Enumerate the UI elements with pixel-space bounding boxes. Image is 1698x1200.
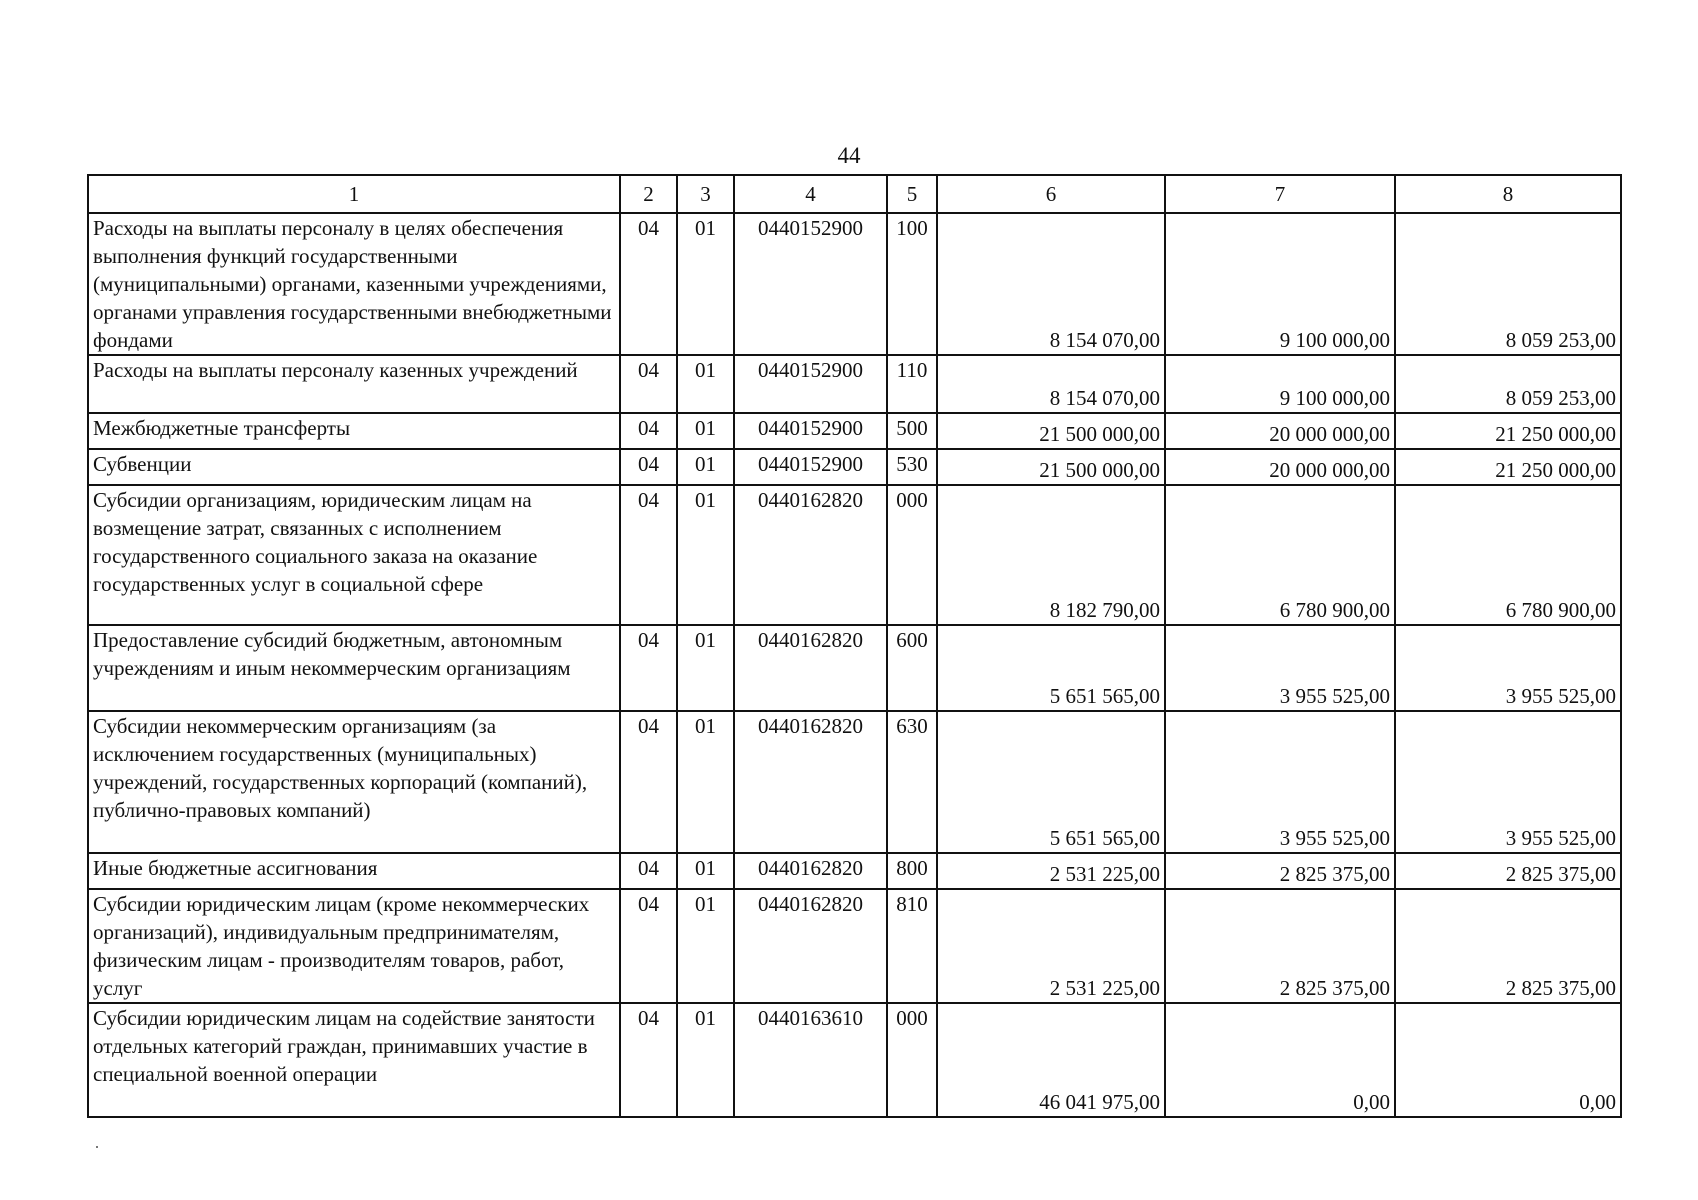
- amount-col7: 2 825 375,00: [1165, 853, 1395, 889]
- subsection-code: 01: [677, 1003, 734, 1117]
- column-header: 4: [734, 175, 887, 213]
- column-header: 6: [937, 175, 1165, 213]
- amount-col6: 5 651 565,00: [937, 711, 1165, 853]
- amount-col8: 0,00: [1395, 1003, 1621, 1117]
- column-header: 8: [1395, 175, 1621, 213]
- section-code: 04: [620, 1003, 677, 1117]
- subsection-code: 01: [677, 853, 734, 889]
- target-article-code: 0440162820: [734, 711, 887, 853]
- table-row: [88, 853, 1621, 889]
- section-code: 04: [620, 413, 677, 449]
- target-article-code: 0440152900: [734, 355, 887, 413]
- amount-col6: 46 041 975,00: [937, 1003, 1165, 1117]
- table-row: [88, 485, 1621, 625]
- amount-col6: 2 531 225,00: [937, 889, 1165, 1003]
- column-header: 3: [677, 175, 734, 213]
- amount-col8: 6 780 900,00: [1395, 485, 1621, 625]
- section-code: 04: [620, 711, 677, 853]
- expense-name: Субсидии некоммерческим организациям (за исключением государственных (муниципальных) учреждений, государственных корпораций (компаний), публично-правовых компаний): [88, 711, 620, 853]
- amount-col6: 2 531 225,00: [937, 853, 1165, 889]
- column-number-row: [88, 175, 1621, 213]
- target-article-code: 0440162820: [734, 485, 887, 625]
- section-code: 04: [620, 889, 677, 1003]
- section-code: 04: [620, 853, 677, 889]
- amount-col6: 21 500 000,00: [937, 449, 1165, 485]
- expense-name: Иные бюджетные ассигнования: [88, 853, 620, 889]
- subsection-code: 01: [677, 413, 734, 449]
- subsection-code: 01: [677, 625, 734, 711]
- expense-type-code: 100: [887, 213, 937, 355]
- expense-type-code: 530: [887, 449, 937, 485]
- expense-type-code: 000: [887, 485, 937, 625]
- column-header: 7: [1165, 175, 1395, 213]
- table-row: [88, 1003, 1621, 1117]
- amount-col8: 8 059 253,00: [1395, 213, 1621, 355]
- section-code: 04: [620, 213, 677, 355]
- table-row: [88, 889, 1621, 1003]
- amount-col7: 2 825 375,00: [1165, 889, 1395, 1003]
- expense-type-code: 000: [887, 1003, 937, 1117]
- target-article-code: 0440152900: [734, 449, 887, 485]
- amount-col7: 9 100 000,00: [1165, 213, 1395, 355]
- target-article-code: 0440162820: [734, 889, 887, 1003]
- expense-name: Предоставление субсидий бюджетным, автономным учреждениям и иным некоммерческим организациям: [88, 625, 620, 711]
- amount-col8: 3 955 525,00: [1395, 625, 1621, 711]
- expense-name: Субсидии юридическим лицам на содействие занятости отдельных категорий граждан, принимавших участие в специальной военной операции: [88, 1003, 620, 1117]
- target-article-code: 0440163610: [734, 1003, 887, 1117]
- amount-col8: 8 059 253,00: [1395, 355, 1621, 413]
- amount-col8: 21 250 000,00: [1395, 413, 1621, 449]
- subsection-code: 01: [677, 711, 734, 853]
- amount-col7: 9 100 000,00: [1165, 355, 1395, 413]
- section-code: 04: [620, 449, 677, 485]
- amount-col6: 8 154 070,00: [937, 213, 1165, 355]
- expense-name: Субвенции: [88, 449, 620, 485]
- table-row: [88, 213, 1621, 355]
- table-row: [88, 711, 1621, 853]
- expense-type-code: 630: [887, 711, 937, 853]
- amount-col7: 20 000 000,00: [1165, 449, 1395, 485]
- section-code: 04: [620, 485, 677, 625]
- table-row: [88, 449, 1621, 485]
- amount-col7: 3 955 525,00: [1165, 711, 1395, 853]
- subsection-code: 01: [677, 449, 734, 485]
- expense-type-code: 500: [887, 413, 937, 449]
- amount-col6: 8 154 070,00: [937, 355, 1165, 413]
- amount-col7: 0,00: [1165, 1003, 1395, 1117]
- amount-col8: 21 250 000,00: [1395, 449, 1621, 485]
- table-row: [88, 413, 1621, 449]
- amount-col8: 2 825 375,00: [1395, 853, 1621, 889]
- section-code: 04: [620, 355, 677, 413]
- amount-col7: 20 000 000,00: [1165, 413, 1395, 449]
- target-article-code: 0440162820: [734, 853, 887, 889]
- subsection-code: 01: [677, 355, 734, 413]
- table-row: [88, 625, 1621, 711]
- expense-type-code: 810: [887, 889, 937, 1003]
- expense-type-code: 600: [887, 625, 937, 711]
- expense-type-code: 800: [887, 853, 937, 889]
- amount-col7: 3 955 525,00: [1165, 625, 1395, 711]
- expense-name: Субсидии юридическим лицам (кроме некоммерческих организаций), индивидуальным предпринимателям, физическим лицам - производителям товаров, работ, услуг: [88, 889, 620, 1003]
- target-article-code: 0440152900: [734, 413, 887, 449]
- column-header: 1: [88, 175, 620, 213]
- page-number: 44: [837, 143, 861, 168]
- column-header: 5: [887, 175, 937, 213]
- column-header: 2: [620, 175, 677, 213]
- expense-name: Расходы на выплаты персоналу в целях обеспечения выполнения функций государственными (муниципальными) органами, казенными учреждениями, органами управления государственными внебюджетными фондами: [88, 213, 620, 355]
- target-article-code: 0440162820: [734, 625, 887, 711]
- subsection-code: 01: [677, 889, 734, 1003]
- target-article-code: 0440152900: [734, 213, 887, 355]
- expense-type-code: 110: [887, 355, 937, 413]
- subsection-code: 01: [677, 485, 734, 625]
- table-row: [88, 355, 1621, 413]
- amount-col8: 3 955 525,00: [1395, 711, 1621, 853]
- expense-name: Межбюджетные трансферты: [88, 413, 620, 449]
- amount-col6: 5 651 565,00: [937, 625, 1165, 711]
- expense-name: Расходы на выплаты персоналу казенных учреждений: [88, 355, 620, 413]
- scan-speck: [96, 1146, 98, 1148]
- budget-table: [87, 174, 1622, 1118]
- subsection-code: 01: [677, 213, 734, 355]
- section-code: 04: [620, 625, 677, 711]
- amount-col7: 6 780 900,00: [1165, 485, 1395, 625]
- amount-col6: 21 500 000,00: [937, 413, 1165, 449]
- amount-col6: 8 182 790,00: [937, 485, 1165, 625]
- expense-name: Субсидии организациям, юридическим лицам на возмещение затрат, связанных с исполнением государственного социального заказа на оказание государственных услуг в социальной сфере: [88, 485, 620, 625]
- amount-col8: 2 825 375,00: [1395, 889, 1621, 1003]
